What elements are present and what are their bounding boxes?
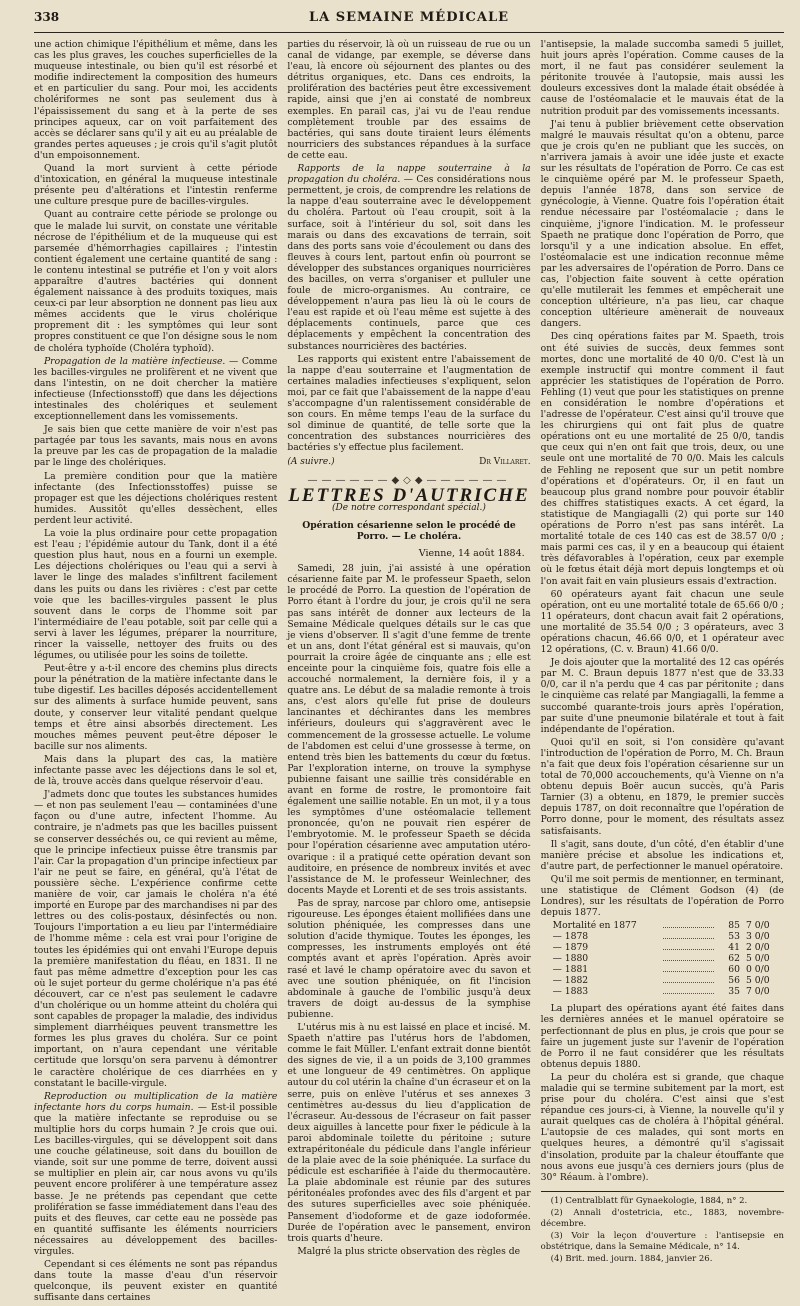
paragraph <box>34 1091 277 1257</box>
paragraph: Malgré la plus stricte observation des règles de <box>297 1245 521 1257</box>
section-heading: Rapports de la nappe souterraine à la propagation du choléra. <box>287 163 531 186</box>
row-unit: 2 0/0 <box>745 942 770 954</box>
paragraph: Qu'il me soit permis de mentionner, en terminant, une statistique de Clément Godson (4) (de Londres), sur les résultats de l'opération de Porro depuis 1877. <box>540 873 784 919</box>
leader-dots <box>663 975 714 983</box>
leader-dots <box>663 953 714 961</box>
section-heading: Reproduction ou multiplication de la matière infectante hors du corps humain. <box>34 1090 278 1113</box>
leader-dots <box>663 931 714 939</box>
paragraph: La plupart des opérations ayant été faites dans les dernières années et le manuel opératoire se perfectionnant de plus en plus, je crois que pour se faire un jugement juste sur l'avenir de l'opération de Porro il ne faut considérer que les résultats obtenus depuis 1880. <box>540 1003 784 1070</box>
leader-dots <box>663 942 714 950</box>
row-label: — 1879 <box>552 942 589 954</box>
table-row <box>553 975 784 986</box>
section-heading: Propagation de la matière infectieuse. <box>44 355 226 367</box>
row-unit: 5 0/0 <box>745 975 770 987</box>
leader-dots <box>663 986 714 994</box>
signature-line <box>287 457 530 468</box>
paragraph: Il s'agit, sans doute, d'un côté, d'en établir d'une manière précise et absolue les indications et, d'autre part, de perfectionner le manuel opératoire. <box>540 838 784 872</box>
paragraph: Samedi, 28 juin, j'ai assisté à une opération césarienne faite par M. le professeur Spaeth, selon le procédé de Porro. La question de l'opération de Porro étant à l'ordre du jour, je crois qu'il ne sera pas sans intérêt de donner aux lecteurs de la Semaine Médicale quelques détails sur le cas que je viens d'observer. Il s'agit d'une femme de trente et un ans, dont l'état général est si mauvais, qu'on pourrait la croire âgée de cinquante ans ; elle est enceinte pour la cinquième fois, quatre fois elle a accouché normalement, la dernière fois, il y a quatre ans. Le début de sa maladie remonte à trois ans, c'est alors qu'elle fut prise de douleurs lancinantes et déchirantes dans les membres inférieurs, douleurs qui s'aggravèrent avec le commencement de la grossesse actuelle. Le volume de l'abdomen est celui d'une grossesse à terme, on entend très bien les battements du cœur du fœtus. Par l'exploration interne, on trouve la symphyse pubienne faisant une saillie très considérable en avant en forme de rostre, le promontoire fait également une saillie notable. En un mot, il y a tous les symptômes d'une ostéomalacie tellement prononcée, qu'on ne pouvait rien espérer de l'embryotomie. M. le professeur Spaeth se décida pour l'opération césarienne avec amputation utéro-ovarique : il a pratiqué cette opération devant son auditoire, en présence de nombreux invités et avec l'assistance de M. le professeur Weinlechner, des docents Mayde et Lorenti et de ses trois assistants. <box>287 563 531 896</box>
row-value: 41 <box>728 942 740 954</box>
table-row <box>553 942 784 953</box>
paragraph: L'utérus mis à nu est laissé en place et incisé. M. Spaeth n'attire pas l'utérus hors de l'abdomen, comme le fait Müller. L'enfant extrait donne bientôt des signes de vie, il a un poids de 3,100 grammes et une longueur de 49 centimètres. On applique autour du col utérin la chaîne d'un écraseur et on la serre, puis on enlève l'utérus et ses annexes 3 centimètres au-dessus du lieu d'application de l'écraseur. Au-dessous de l'écraseur on fait passer deux aiguilles à lancette pour fixer le pédicule à la paroi abdominale toilette du péritoine ; suture extrapéritonéale du pédicule dans l'angle inférieur de la plaie avec de la soie phéniquée. La surface du pédicule est escharifiée à l'aide du thermocautère. La plaie abdominale est réunie par des sutures péritonéales profondes avec des fils d'argent et par des sutures superficielles avec soie phéniquée. Pansement d'iodoforme et de gaze iodoformée. Durée de l'opération avec le pansement, environ trois quarts d'heure. <box>287 1021 531 1244</box>
row-unit: 7 0/0 <box>745 986 770 998</box>
paragraph: Quoi qu'il en soit, si l'on considère qu'avant l'introduction de l'opération de Porro, M. Ch. Braun n'a fait que deux fois l'opération césarienne sur un total de 70,000 accouchements, qu'à Vienne on n'a obtenu depuis Boër aucun succès, qu'à Paris Tarnier (3) a obtenu, en 1879, le premier succès depuis 1787, on doit reconnaître que l'opération de Porro donne, pour le moment, des résultats assez satisfaisants. <box>540 736 784 837</box>
row-value: 85 <box>728 920 740 932</box>
journal-title: LA SEMAINE MÉDICALE <box>308 10 510 25</box>
row-value: 56 <box>728 975 740 987</box>
paragraph-text: — Est-il possible que la matière infectante se reproduise ou se multiplie hors du corps humain ? Je crois que oui. Les bacilles-virgules, qui se développent soit dans une couche gélatineuse, soit dans du bouillon de viande, soit sur une pomme de terre, doivent aussi se multiplier en plein air, car nous avons vu qu'ils peuvent encore proliférer à une température assez basse. Je ne prétends pas cependant que cette prolifération se fasse immédiatement dans l'eau des puits et des fleuves, car cette eau ne possède pas en quantité suffisante les éléments nourriciers nécessaires au développement des bacilles-virgules. <box>34 1101 278 1258</box>
paragraph: 60 opérateurs ayant fait chacun une seule opération, ont eu une mortalité totale de 65.66 0/0 ; 11 opérateurs, dont chacun avait fait 2 opérations, une mortalité de 35.54 0/0 ; 3 opérateurs, avec 3 opérations chacun, 46.66 0/0, et 1 opérateur avec 12 opérations, (C. v. Braun) 41.66 0/0. <box>540 588 784 656</box>
paragraph <box>34 356 277 423</box>
paragraph: La voie la plus ordinaire pour cette propagation est l'eau ; l'épidémie autour du Tank, dont il a été question plus haut, nous en a fourni un exemple. Les déjections cholériques ou l'eau qui a servi à laver le linge des malades s'infiltrent facilement dans les puits ou dans les rivières : c'est par cette voie que les bacilles-virgules passent le plus souvent dans le corps de l'homme soit par l'intermédiaire de l'eau potable, soit par celle qui a servi à laver les légumes, préparer la nourriture, rincer la vaisselle, nettoyer des fruits ou des légumes, ou utilisée pour les soins de toilette. <box>34 528 278 662</box>
paragraph: Cependant si ces éléments ne sont pas répandus dans toute la masse d'eau d'un réservoir quelconque, ils peuvent exister en quantité suffisante dans certaines <box>34 1259 278 1304</box>
paragraph: J'admets donc que toutes les substances humides — et non pas seulement l'eau — contaminées d'une façon ou d'une autre, infectent l'homme. Au contraire, je n'admets pas que les bacilles puissent se conserver desséchés ou, ce qui revient au même, que le principe infectieux puisse être transmis par l'air. Car la propagation d'un principe infectieux par l'air ne peut se faire, en général, qu'à l'état de poussière sèche. L'expérience confirme cette manière de voir, car jamais le choléra n'a été importé en Europe par des marchandises ni par des lettres ou des colis-postaux, désinfectés ou non. Toujours l'importation a eu lieu par l'intermédiaire de l'homme même : cela est vrai pour l'origine de toutes les épidémies qui ont envahi l'Europe depuis la première manifestation du fléau, en 1831. Il ne faut pas même admettre d'exception pour les cas où le sujet porteur du germe cholérique n'a pas été découvert, car ce n'est pas seulement le cadavre d'un cholérique ou un homme atteint du choléra qui sont capables de propager la maladie, des individus simplement diarrhéiques peuvent transmettre les formes les plus graves du choléra. Sur ce point important, on n'aura cependant une véritable certitude que lorsqu'on sera parvenu à démontrer le caractère cholérique de ces diarrhées en y constatant le bacille-virgule. <box>34 789 278 1089</box>
row-value: 62 <box>728 953 740 965</box>
dateline: Vienne, 14 août 1884. <box>418 548 525 560</box>
paragraph: Les rapports qui existent entre l'abaissement de la nappe d'eau souterraine et l'augmentation de certaines maladies infectieuses s'expliquent, selon moi, par ce fait que l'abaissement de la nappe d'eau s'accompagne d'un ralentissement considérable de son cours. En même temps l'eau de la surface du sol diminue de quantité, de telle sorte que la concentration des substances nourricières des bactéries s'y effectue plus facilement. <box>287 353 531 454</box>
column-2 <box>287 39 530 1306</box>
table-row <box>553 964 784 975</box>
to-be-continued: (A suivre.) <box>287 457 335 468</box>
row-value: 35 <box>728 986 740 998</box>
paragraph-text: — Comme les bacilles-virgules ne prolifèrent et ne vivent que dans l'intestin, on ne doit chercher la matière infectieuse (Infectionsstoff) que dans les déjections intestinales des cholériques et seulement exceptionnellement dans les vomissements. <box>34 355 278 423</box>
page-number: 338 <box>34 10 60 24</box>
page-header <box>34 10 784 33</box>
paragraph: l'antisepsie, la malade succomba samedi 5 juillet, huit jours après l'opération. Comme causes de la mort, il ne faut pas considérer seulement la péritonite trouvée à l'autopsie, mais aussi les douleurs excessives dont la malade était obsédée à cause de l'ostéomalacie et le mauvais état de la nutrition produit par des vomissements incessants. <box>540 39 784 117</box>
table-row <box>553 931 784 942</box>
paragraph: Je sais bien que cette manière de voir n'est pas partagée par tous les savants, mais nous en avons la preuve par les cas de propagation de la maladie par le linge des cholériques. <box>34 424 278 469</box>
table-row <box>553 953 784 964</box>
paragraph: La première condition pour que la matière infectante (des Infectionsstoffes) puisse se propager est que les déjections cholériques restent humides. Aussitôt qu'elles dessèchent, elles perdent leur activité. <box>34 470 278 526</box>
footnote: (4) Brit. med. journ. 1884, janvier 26. <box>550 1254 713 1265</box>
row-unit: 5 0/0 <box>745 953 770 965</box>
author-name: Dr Villaret. <box>479 457 531 468</box>
paragraph: J'ai tenu à publier brièvement cette observation malgré le mauvais résultat qu'on a obtenu, parce que je crois qu'en ne publiant que les succès, on n'arrivera jamais à avoir une idée juste et exacte sur les résultats de l'opération de Porro. Ce cas est le cinquième opéré par M. le professeur Spaeth, depuis l'année 1878, dans son service de gynécologie, à Vienne. Quatre fois l'opération était rendue nécessaire par l'ostéomalacie ; dans le cinquième, j'ignore l'indication. M. le professeur Spaeth ne pratique donc l'opération de Porro, que lorsqu'il y a une indication absolue. En effet, l'ostéomalacie est une indication reconnue même par les adversaires de l'opération de Porro. Dans ce cas, l'objection faite souvent à cette opération qu'elle mutilerait les femmes et empêcherait une conception ultérieure, n'a pas lieu, car chaque conception ultérieure amènerait de nouveaux dangers. <box>540 118 784 330</box>
paragraph: Peut-être y a-t-il encore des chemins plus directs pour la pénétration de la matière infectante dans le tube digestif. Les bacilles déposés accidentellement sur des aliments à surface humide peuvent, sans doute, y conserver leur vitalité pendant quelque temps et être ainsi absorbés directement. Les mouches mêmes peuvent peut-être déposer le bacille sur nos aliments. <box>34 663 278 752</box>
row-label: — 1882 <box>552 975 589 987</box>
row-label: — 1881 <box>552 964 589 976</box>
paragraph: Quant au contraire cette période se prolonge ou que le malade lui survit, on constate une véritable nécrose de l'épithélium et de la muqueuse qui est parsemée d'hémorrhagies capillaires ; l'intestin contient également une certaine quantité de sang : le contenu intestinal se putréfie et l'on y voit alors apparaître d'autres bactéries qui donnent également naissance à des produits toxiques, mais ceux-ci par leur absorption ne donnent pas lieu aux mêmes accidents que le virus cholérique proprement dit : les symptômes qui leur sont propres constituent ce que l'on désigne sous le nom de choléra typhoïde (Choléra typhoïd). <box>34 209 278 354</box>
paragraph: Mais dans la plupart des cas, la matière infectante passe avec les déjections dans le sol et, de là, trouve accès dans quelque réservoir d'eau. <box>34 753 278 788</box>
row-unit: 7 0/0 <box>745 920 770 932</box>
row-value: 60 <box>728 964 740 976</box>
leader-dots <box>663 920 714 928</box>
row-label: — 1880 <box>552 953 589 965</box>
table-row <box>553 920 784 931</box>
table-row <box>553 986 784 997</box>
paragraph: une action chimique l'épithélium et même, dans les cas les plus graves, les couches superficielles de la muqueuse intestinale, ou bien qu'il est résorbé et modifie indirectement la composition des humeurs et en particulier du sang. Pour moi, les accidents cholériformes ne sont pas seulement dus à l'épaississement du sang et à la perte de ses principes aqueux, car on voit parfaitement des accès se déclarer sans qu'il y ait eu au préalable de grandes pertes aqueuses ; je crois qu'il s'agit plutôt d'un empoisonnement. <box>34 39 278 161</box>
mortality-table <box>553 920 784 997</box>
footnote: (1) Centralblatt für Gynaekologie, 1884, n° 2. <box>550 1195 748 1206</box>
column-1 <box>34 39 277 1306</box>
paragraph: Pas de spray, narcose par chloro ome, antisepsie rigoureuse. Les éponges étaient mollifiées dans une solution phéniquée, les compresses dans une solution d'acide thymique. Toutes les éponges, les compresses, les instruments employés ont été comptés avant et après l'opération. Après avoir rasé et lavé le champ opératoire avec du savon et avec une soution phéniquée, on fit l'incision abdominale à gauche de l'ombilic jusqu'à deux travers de doigt au-dessus de la symphise pubienne. <box>287 897 531 1020</box>
footnote: (2) Annali d'ostetricia, etc., 1883, novembre-décembre. <box>540 1208 784 1229</box>
paragraph: La peur du choléra est si grande, que chaque maladie qui se termine subitement par la mort, est prise pour du choléra. C'est ainsi que s'est répandue ces jours-ci, à Vienne, la nouvelle qu'il y aurait quelques cas de choléra à l'hôpital général. L'autopsie de ces malades, qui sont morts en quelques heures, a démontré qu'il s'agissait d'insolation, produite par la chaleur étouffante que nous avons eue jusqu'à ces derniers jours (plus de 30° Réaum. à l'ombre). <box>540 1071 784 1183</box>
row-label: Mortalité en 1877 <box>552 920 637 932</box>
correspondent-note: (De notre correspondant spécial.) <box>332 502 486 513</box>
row-unit: 0 0/0 <box>745 964 770 976</box>
paragraph: Je dois ajouter que la mortalité des 12 cas opérés par M. C. Braun depuis 1877 n'est que de 33.33 0/0, car il n'a perdu que 4 cas par péritonite ; dans le cinquième cas relaté par Mangiagalli, la femme a succombé quarante-trois jours après l'opération, par suite d'une pneumonie bilatérale et tout à fait indépendante de l'opération. <box>540 657 784 735</box>
row-label: — 1878 <box>552 931 589 943</box>
footnote-rule <box>541 1191 784 1192</box>
paragraph: Des cinq opérations faites par M. Spaeth, trois ont été suivies de succès, deux femmes sont mortes, donc une mortalité de 40 0/0. C'est là un exemple instructif qui montre comment il faut apprécier les statistiques de l'opération de Porro. Fehling (1) veut que pour les statistiques on prenne en considération le nombre d'opérations et l'adresse de l'opérateur. C'est ainsi qu'il trouve que les chirurgiens qui ont fait plus de quatre opérations ont eu une mortalité de 25 0/0, tandis que ceux qui n'en ont fait que trois, deux, ou une seule ont une mortalité de 70 0/0. Mais les calculs de Fehling ne reposent que sur un petit nombre d'opérations et d'opérateurs. Or, il en faut un beaucoup plus grand nombre pour pouvoir établir des chiffres statistiques exacts. A cet égard, la statistique de Mangiagalli (2) qui porte sur 140 opérations de Porro n'est pas sans intérêt. La mortalité totale de ces 140 cas est de 38.57 0/0 ; mais parmi ces cas, il y en a beaucoup qui étaient très défavorables à l'opération, ceux par exemple où le fœtus était déjà mort depuis longtemps et où l'on avait fait en vain plusieurs essais d'extraction. <box>540 331 784 587</box>
row-value: 53 <box>728 931 740 943</box>
footnote: (3) Voir la leçon d'ouverture : l'antisepsie en obstétrique, dans la Semaine Médicale, n° 14. <box>540 1231 784 1252</box>
row-label: — 1883 <box>552 986 589 998</box>
paragraph-text: — Ces considérations nous permettent, je crois, de comprendre les relations de la nappe d'eau souterraine avec le développement du choléra. Partout où l'eau croupit, soit à la surface, soit à l'intérieur du sol, soit dans les marais ou dans des excavations de terrain, soit dans des ports sans voie d'écoulement ou dans des fleuves à cours lent, partout enfin où pourront se développer des substances organiques nourricières des bacilles, on verra s'organiser et pulluler une foule de micro-organismes. Au contraire, ce développement n'aura pas lieu là où le cours de l'eau est rapide et où l'eau même est sujette à des déplacements continuels, parce que ces déplacements y empêchent la concentration des substances nourricières des bactéries. <box>287 174 531 352</box>
column-3 <box>541 39 784 1306</box>
ornament-divider: ——————◆◇◆—————— <box>307 474 511 486</box>
paragraph: Quand la mort survient à cette période d'intoxication, en général la muqueuse intestinale présente peu d'altérations et l'intestin renferme une culture presque pure de bacilles-virgules. <box>34 163 278 208</box>
paragraph <box>287 163 530 352</box>
paragraph: parties du réservoir, là où un ruisseau de rue ou un canal de vidange, par exemple, se déverse dans l'eau, là encore où séjournent des plantes ou des détritus organiques, etc. Dans ces endroits, la prolifération des bactéries peut être excessivement rapide, ainsi que j'en ai constaté de nombreux exemples. En parail cas, j'ai vu de l'eau rendue complètement trouble par des essaims de bactéries, qui sans doute tiraient leurs éléments nourriciers des substances répandues à la surface de cette eau. <box>287 39 531 161</box>
row-unit: 3 0/0 <box>745 931 770 943</box>
columns <box>34 39 784 1306</box>
section-title: LETTRES D'AUTRICHE <box>288 484 530 506</box>
leader-dots <box>663 964 714 972</box>
article-subtitle: Opération césarienne selon le procédé de Porro. — Le choléra. <box>302 519 516 542</box>
